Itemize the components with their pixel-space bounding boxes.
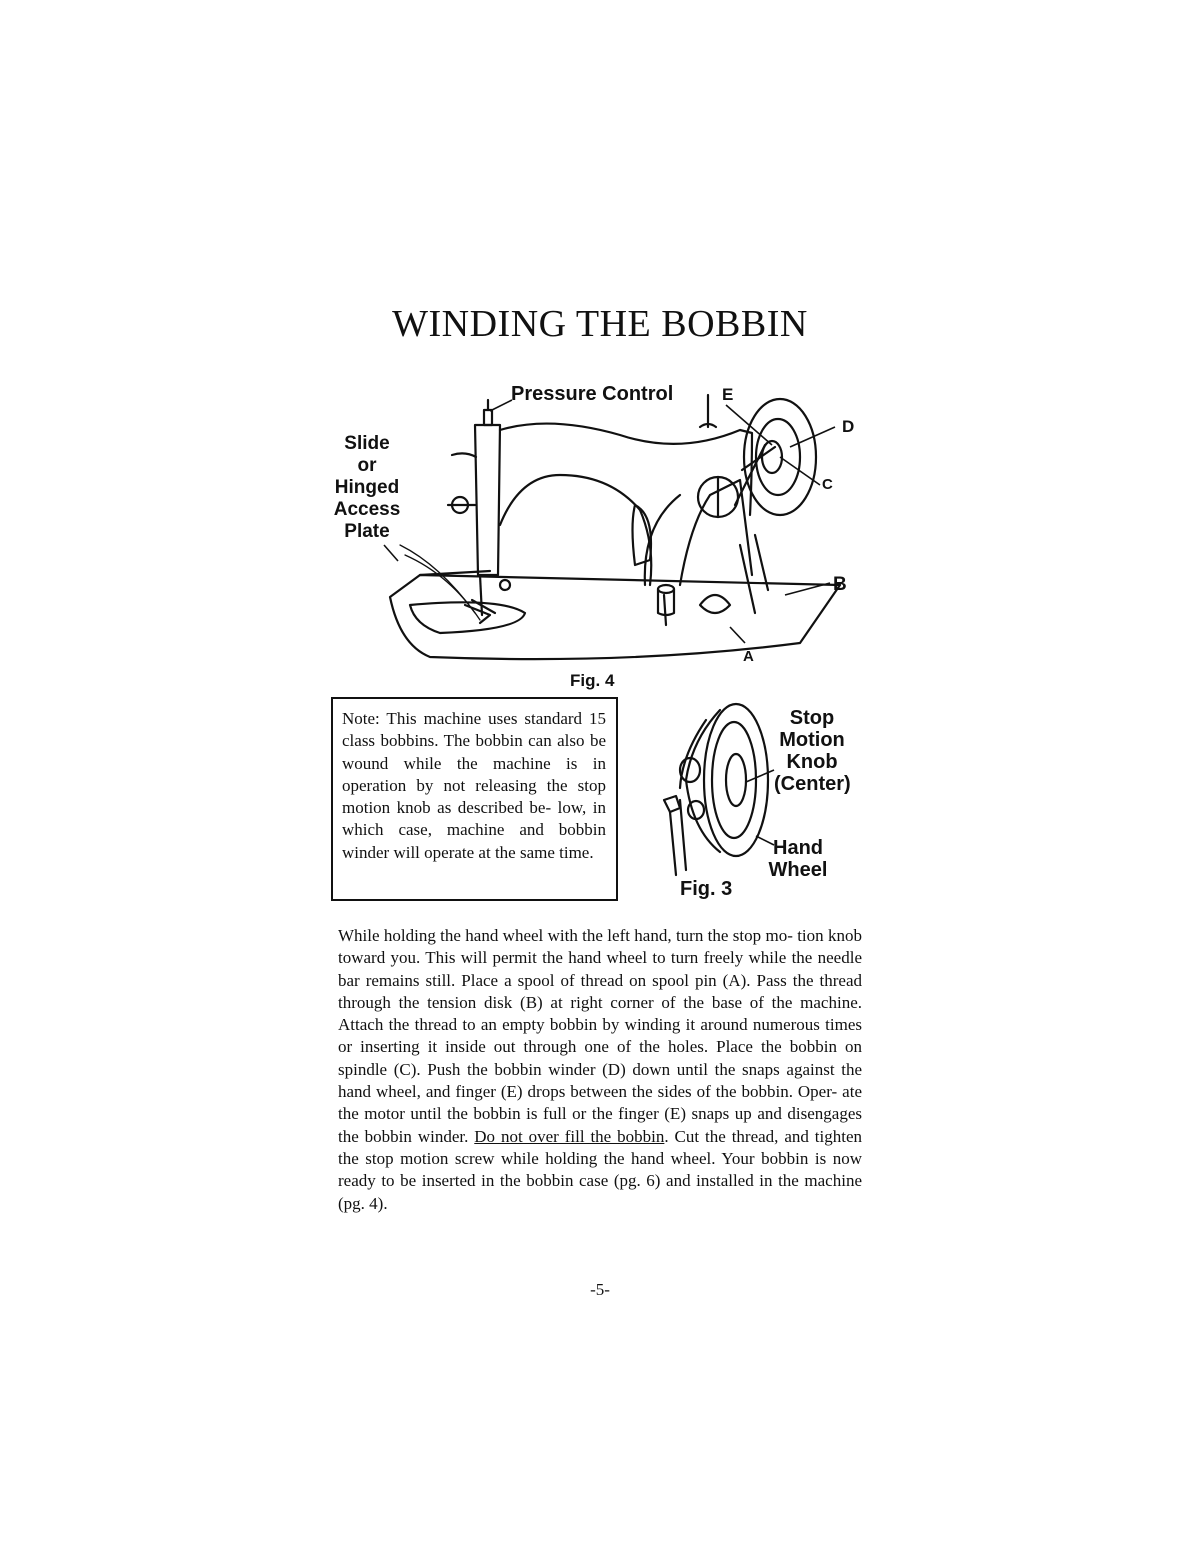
note-box: Note: This machine uses standard 15 class bobbins. The bobbin can also be wound while the machine is in operation by not releasing the stop motion knob as described be- low, in which case, machine and bobbin winder will operate at the same time. xyxy=(331,697,618,901)
hand-wheel-illustration xyxy=(656,700,776,880)
figure-3-caption: Fig. 3 xyxy=(680,878,733,900)
instructions-text-1: While holding the hand wheel with the left hand, turn the stop mo- tion knob toward you. This will permit the hand wheel to turn freely while the needle bar remains still. Place a spool of thread on spool pin (A). Pass the thread through the tension disk (B) at right corner of the base of the machine. Attach the thread to an empty bobbin by winding it around numerous times or inserting it inside out through one of the holes. Place the bobbin on spindle (C). Push the bobbin winder (D) down until the snaps against the hand wheel, and finger (E) drops between the sides of the bobbin. Oper- ate the motor until the bobbin is full or the finger (E) snaps up and disengages the bobbin winder. xyxy=(338,926,862,1146)
label-e: E xyxy=(722,385,734,404)
label-c: C xyxy=(822,476,833,493)
label-stop-motion-knob: Stop Motion Knob (Center) xyxy=(774,707,851,795)
instructions-paragraph xyxy=(338,925,862,1215)
instructions-warning: Do not over fill the bobbin xyxy=(474,1126,665,1146)
label-a: A xyxy=(743,648,754,665)
page-number: -5- xyxy=(590,1280,610,1299)
page-title: WINDING THE BOBBIN xyxy=(392,303,808,345)
label-hand-wheel: Hand Wheel xyxy=(768,837,828,881)
figure-4-caption: Fig. 4 xyxy=(570,671,615,690)
label-d: D xyxy=(842,417,855,436)
label-access-plate: Slide or Hinged Access Plate xyxy=(333,433,401,542)
label-pressure-control: Pressure Control xyxy=(511,383,674,405)
sewing-machine-illustration xyxy=(380,375,860,665)
instructions-text-2: . Cut the thread, and tighten the stop motion screw while holding the hand wheel. Your bobbin is now ready to be inserted in the bobbin case (pg. 6) and installed in the machine (pg. 4). xyxy=(338,1126,863,1213)
label-b: B xyxy=(833,574,847,595)
